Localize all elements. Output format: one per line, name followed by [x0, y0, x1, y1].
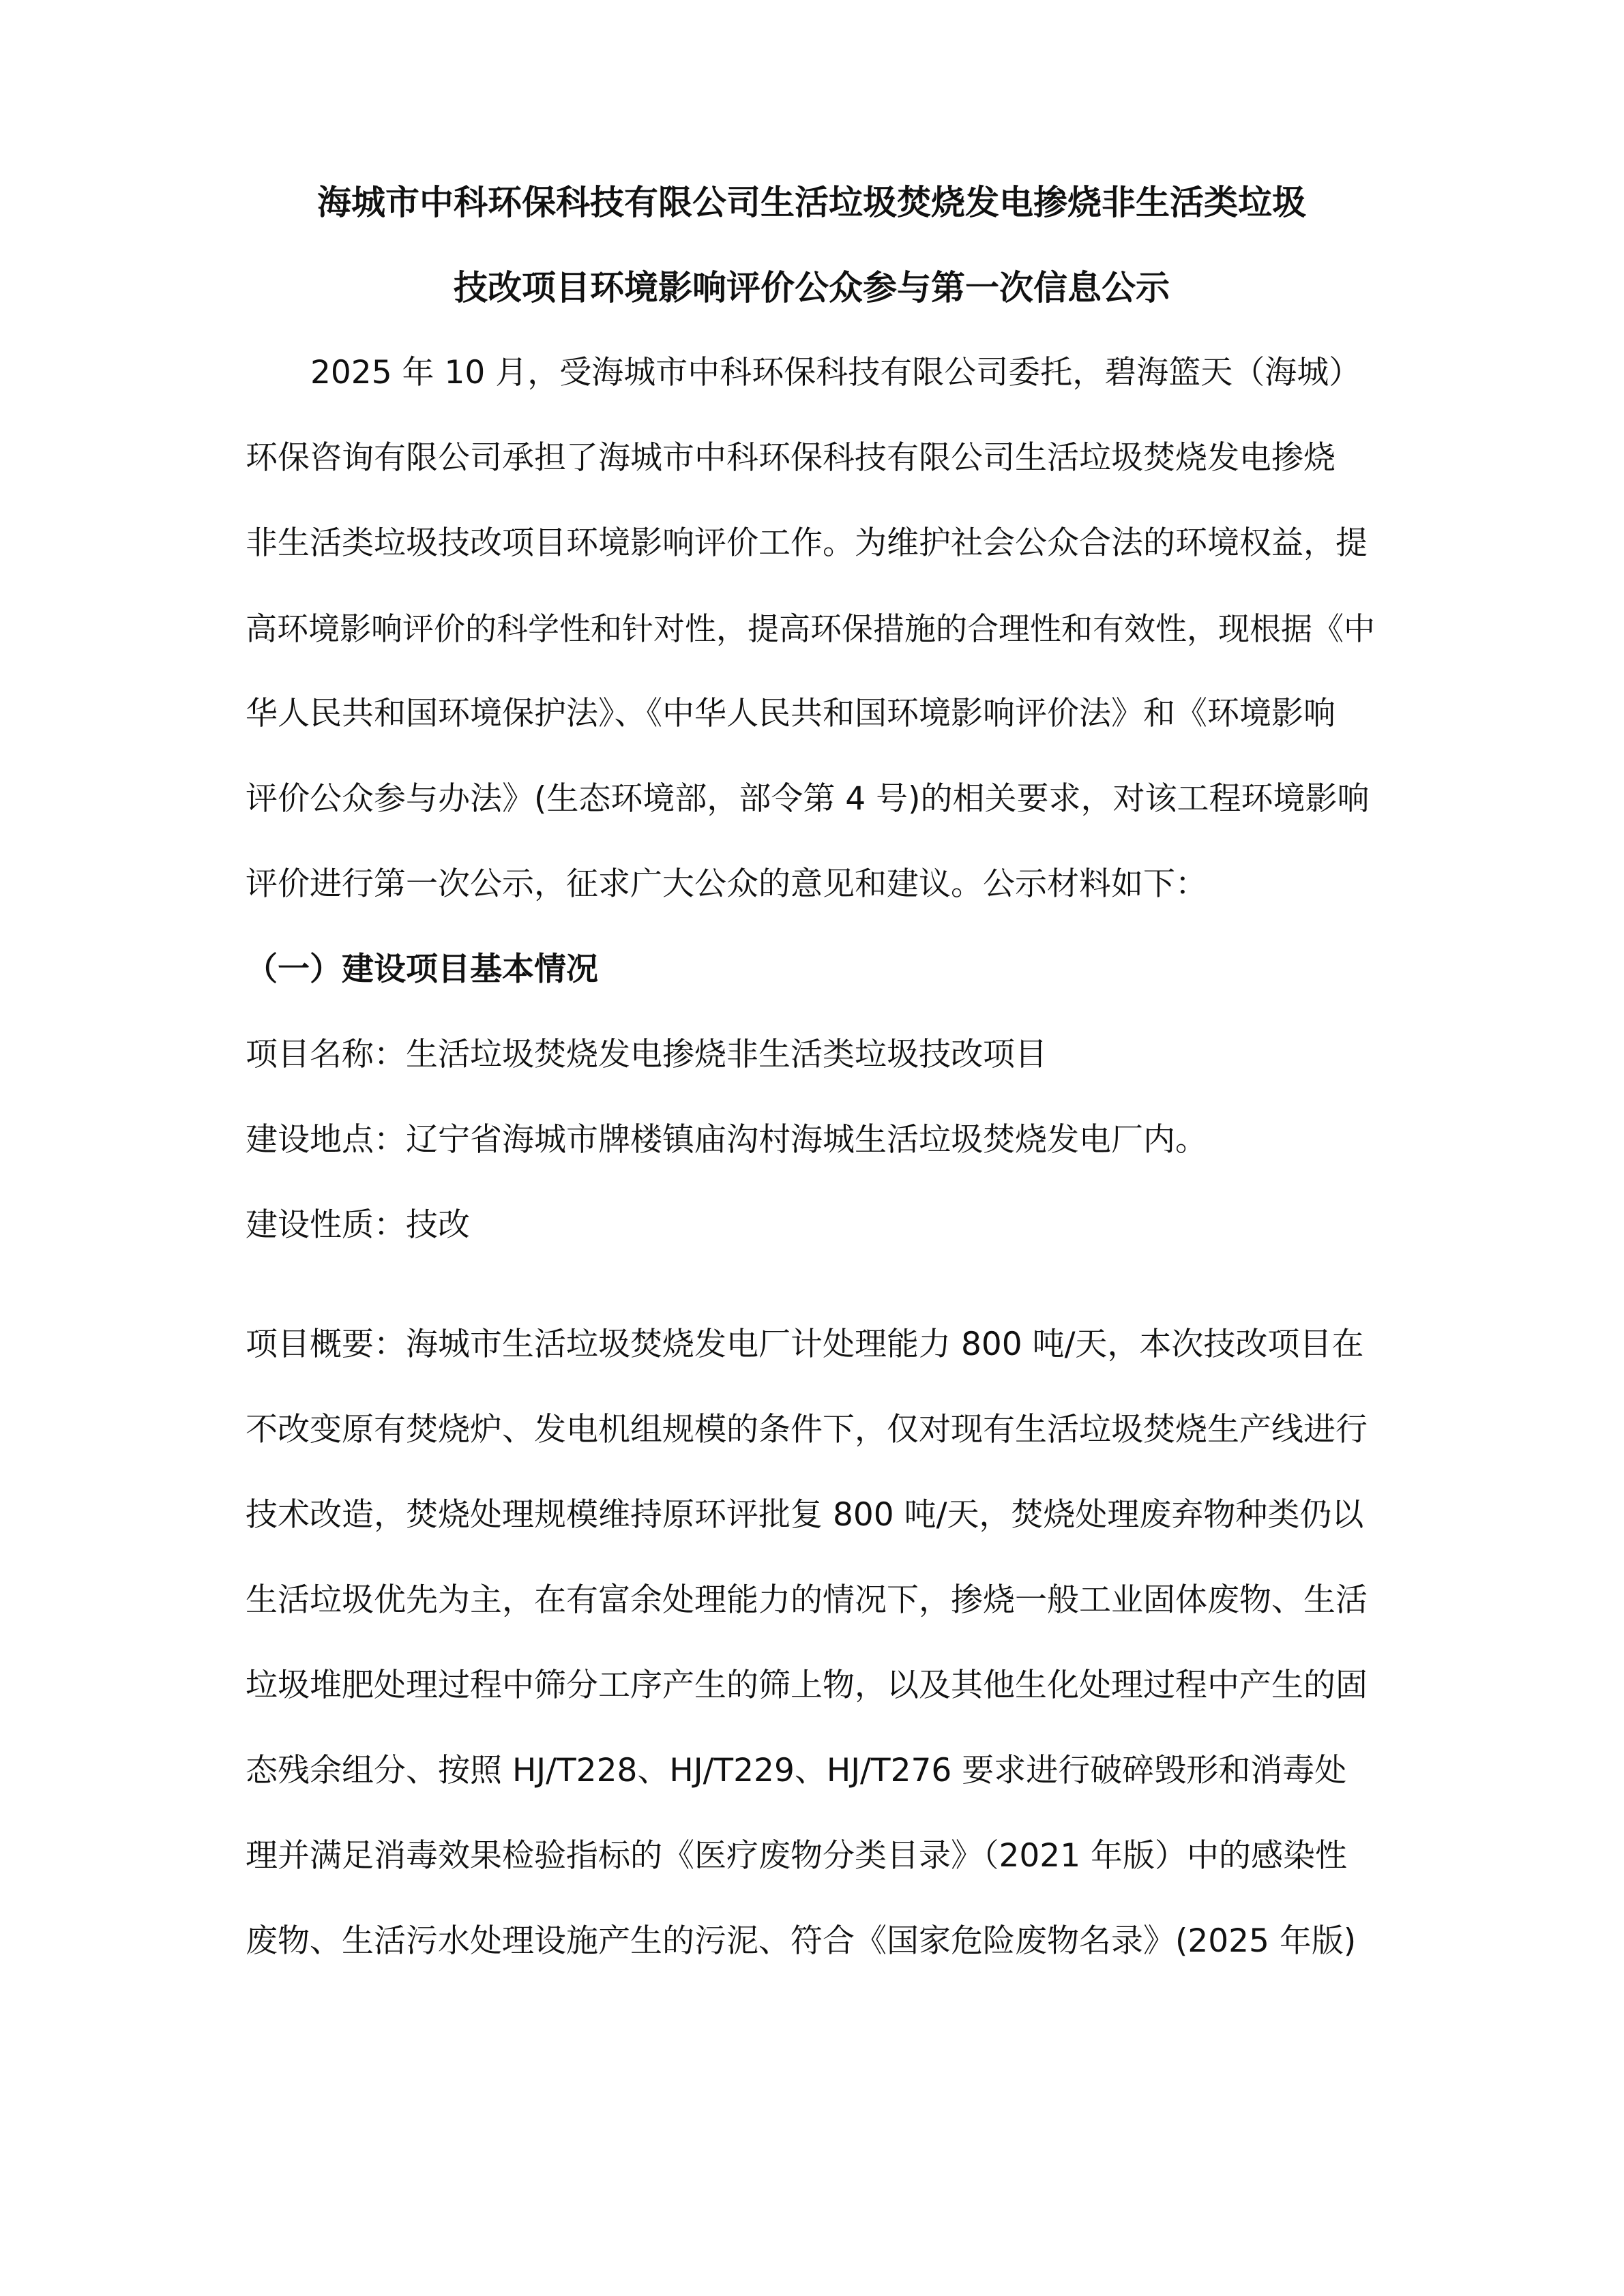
overview-line-3: 技术改造，焚烧处理规模维持原环评批复 800 吨/天，焚烧处理废弃物种类仍以: [246, 1496, 1364, 1534]
document-title-line-1: 海城市中科环保科技有限公司生活垃圾焚烧发电掺烧非生活类垃圾: [317, 183, 1306, 222]
overview-line-7: 理并满足消毒效果检验指标的《医疗废物分类目录》（2021 年版）中的感染性: [246, 1837, 1348, 1875]
intro-line-1: 2025 年 10 月，受海城市中科环保科技有限公司委托，碧海篮天（海城）: [310, 354, 1361, 391]
overview-line-4: 生活垃圾优先为主，在有富余处理能力的情况下，掺烧一般工业固体废物、生活: [246, 1581, 1368, 1619]
intro-line-7: 评价进行第一次公示，征求广大公众的意见和建议。公示材料如下：: [246, 865, 1207, 903]
location-line: 建设地点：辽宁省海城市牌楼镇庙沟村海城生活垃圾焚烧发电厂内。: [246, 1121, 1207, 1159]
overview-line-5: 垃圾堆肥处理过程中筛分工序产生的筛上物，以及其他生化处理过程中产生的固: [246, 1667, 1368, 1704]
nature-line: 建设性质：技改: [246, 1206, 470, 1244]
intro-line-5: 华人民共和国环境保护法》、《中华人民共和国环境影响评价法》和《环境影响: [246, 695, 1335, 732]
overview-line-1: 项目概要：海城市生活垃圾焚烧发电厂计处理能力 800 吨/天，本次技改项目在: [246, 1326, 1364, 1363]
overview-line-2: 不改变原有焚烧炉、发电机组规模的条件下，仅对现有生活垃圾焚烧生产线进行: [246, 1411, 1368, 1448]
document-title-line-2: 技改项目环境影响评价公众参与第一次信息公示: [454, 268, 1170, 308]
intro-line-2: 环保咨询有限公司承担了海城市中科环保科技有限公司生活垃圾焚烧发电掺烧: [246, 439, 1335, 477]
overview-line-8: 废物、生活污水处理设施产生的污泥、符合《国家危险废物名录》(2025 年版): [246, 1922, 1357, 1960]
intro-line-3: 非生活类垃圾技改项目环境影响评价工作。为维护社会公众合法的环境权益，提: [246, 524, 1368, 562]
section-heading-basic-info: （一）建设项目基本情况: [246, 951, 598, 988]
intro-line-6: 评价公众参与办法》(生态环境部，部令第 4 号)的相关要求，对该工程环境影响: [246, 780, 1370, 818]
intro-line-4: 高环境影响评价的科学性和针对性，提高环保措施的合理性和有效性，现根据《中: [246, 610, 1375, 647]
overview-line-6: 态残余组分、按照 HJ/T228、HJ/T229、HJ/T276 要求进行破碎毁形和消毒处: [246, 1752, 1347, 1789]
project-name-line: 项目名称：生活垃圾焚烧发电掺烧非生活类垃圾技改项目: [246, 1036, 1047, 1073]
